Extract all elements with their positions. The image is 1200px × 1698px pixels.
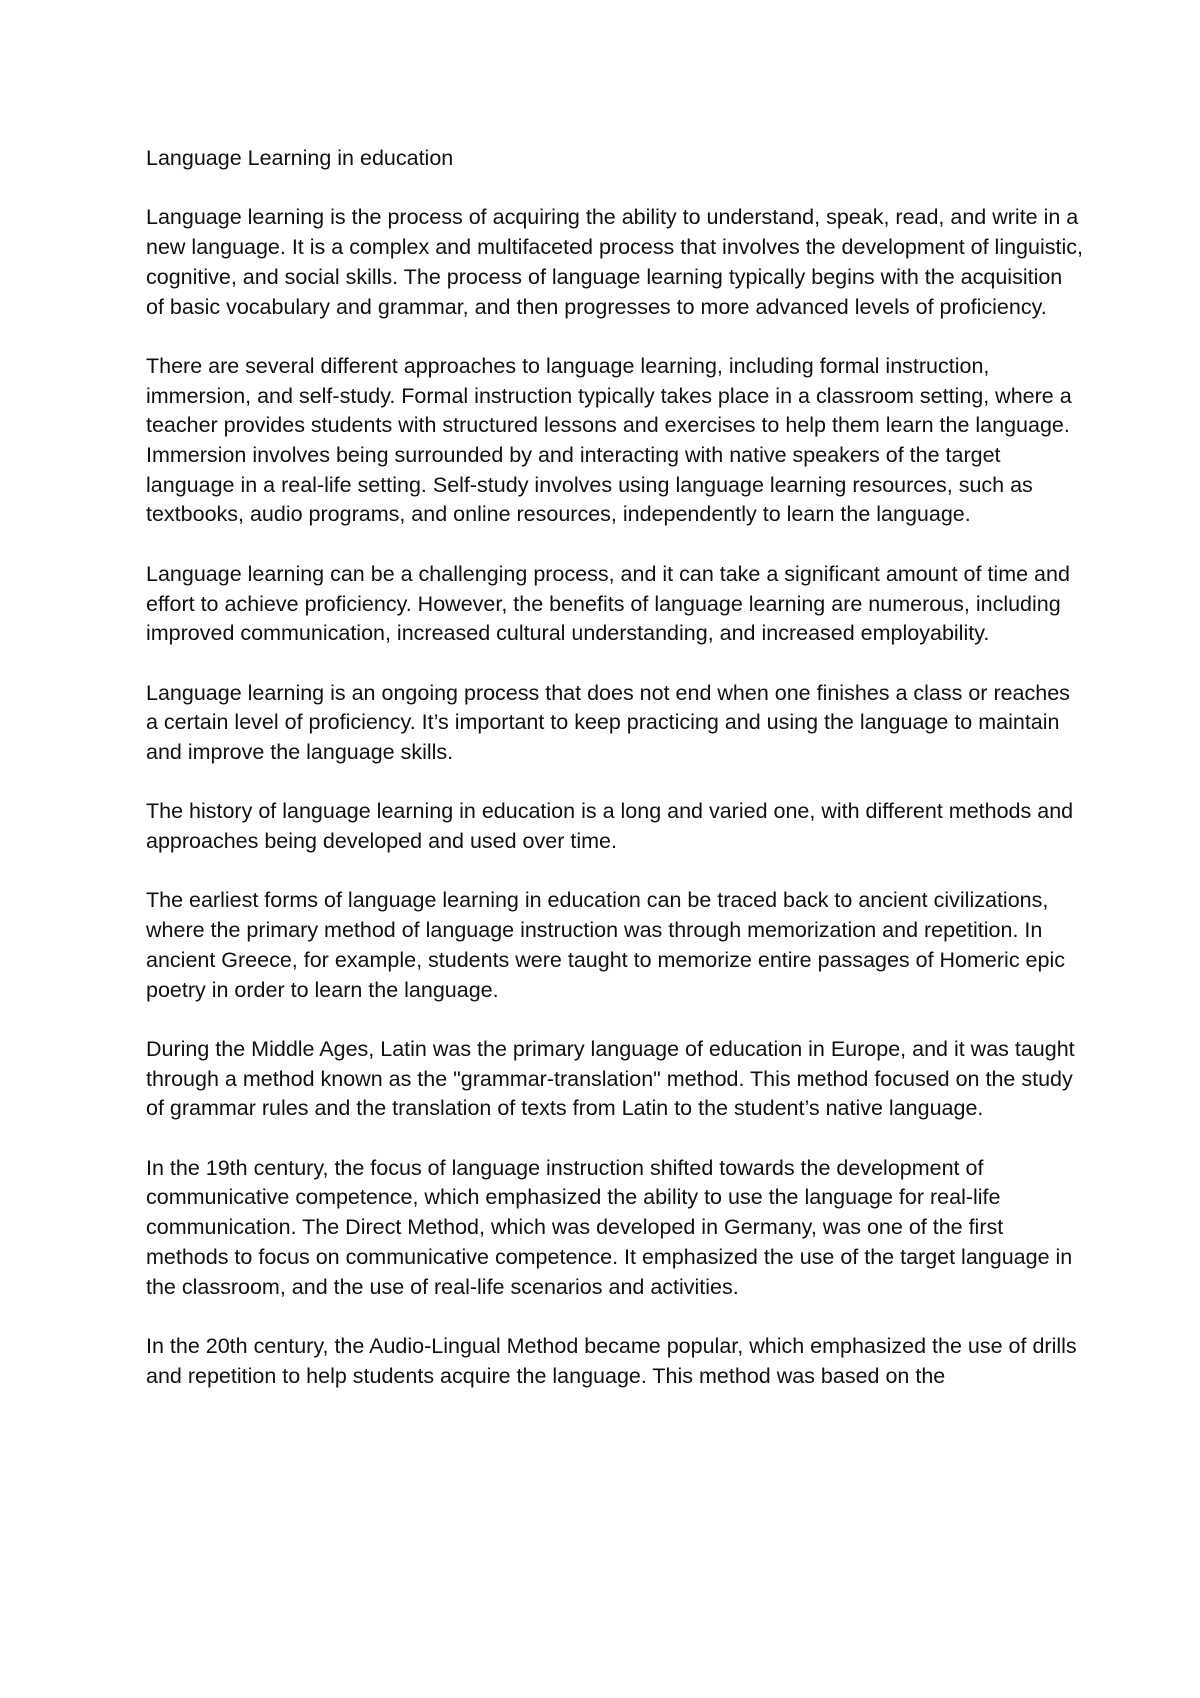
paragraph-3: Language learning can be a challenging process, and it can take a significant amount of time and effort to achieve proficiency. However, the benefits of language learning are numerous, including improved communication, increased cultural understanding, and increased employability. [146, 561, 1070, 646]
paragraph-4: Language learning is an ongoing process that does not end when one finishes a class or reaches a certain level of proficiency. It’s important to keep practicing and using the language to maintain and improve the language skills. [146, 680, 1070, 764]
paragraph-6: The earliest forms of language learning in education can be traced back to ancient civilizations, where the primary method of language instruction was through memorization and repetition. In ancient Greece, for example, students were taught to memorize entire passages of Homeric epic poetry in order to learn the language. [146, 888, 1065, 1002]
document-body [146, 144, 1086, 1391]
paragraph-5: The history of language learning in education is a long and varied one, with different methods and approaches being developed and used over time. [146, 799, 1074, 854]
paragraph-2: There are several different approaches to language learning, including formal instruction, immersion, and self-study. Formal instruction typically takes place in a classroom setting, where a teacher provides students with structured lessons and exercises to help them learn the language. Immersion involves being surrounded by and interacting with native speakers of the target language in a real-life setting. Self-study involves using language learning resources, such as textbooks, audio programs, and online resources, independently to learn the language. [146, 353, 1072, 527]
paragraph-8: In the 19th century, the focus of language instruction shifted towards the development of communicative competence, which emphasized the ability to use the language for real-life communication. The Direct Method, which was developed in Germany, was one of the first methods to focus on communicative competence. It emphasized the use of the target language in the classroom, and the use of real-life scenarios and activities. [146, 1155, 1073, 1299]
paragraph-1: Language learning is the process of acquiring the ability to understand, speak, read, and write in a new language. It is a complex and multifaceted process that involves the development of linguistic, cognitive, and social skills. The process of language learning typically begins with the acquisition of basic vocabulary and grammar, and then progresses to more advanced levels of proficiency. [146, 205, 1083, 319]
document-title: Language Learning in education [146, 146, 454, 170]
paragraph-7: During the Middle Ages, Latin was the primary language of education in Europe, and it was taught through a method known as the "grammar-translation" method. This method focused on the study of grammar rules and the translation of texts from Latin to the student’s native language. [146, 1036, 1075, 1121]
paragraph-9: In the 20th century, the Audio-Lingual Method became popular, which emphasized the use of drills and repetition to help students acquire the language. This method was based on the [146, 1333, 1077, 1388]
